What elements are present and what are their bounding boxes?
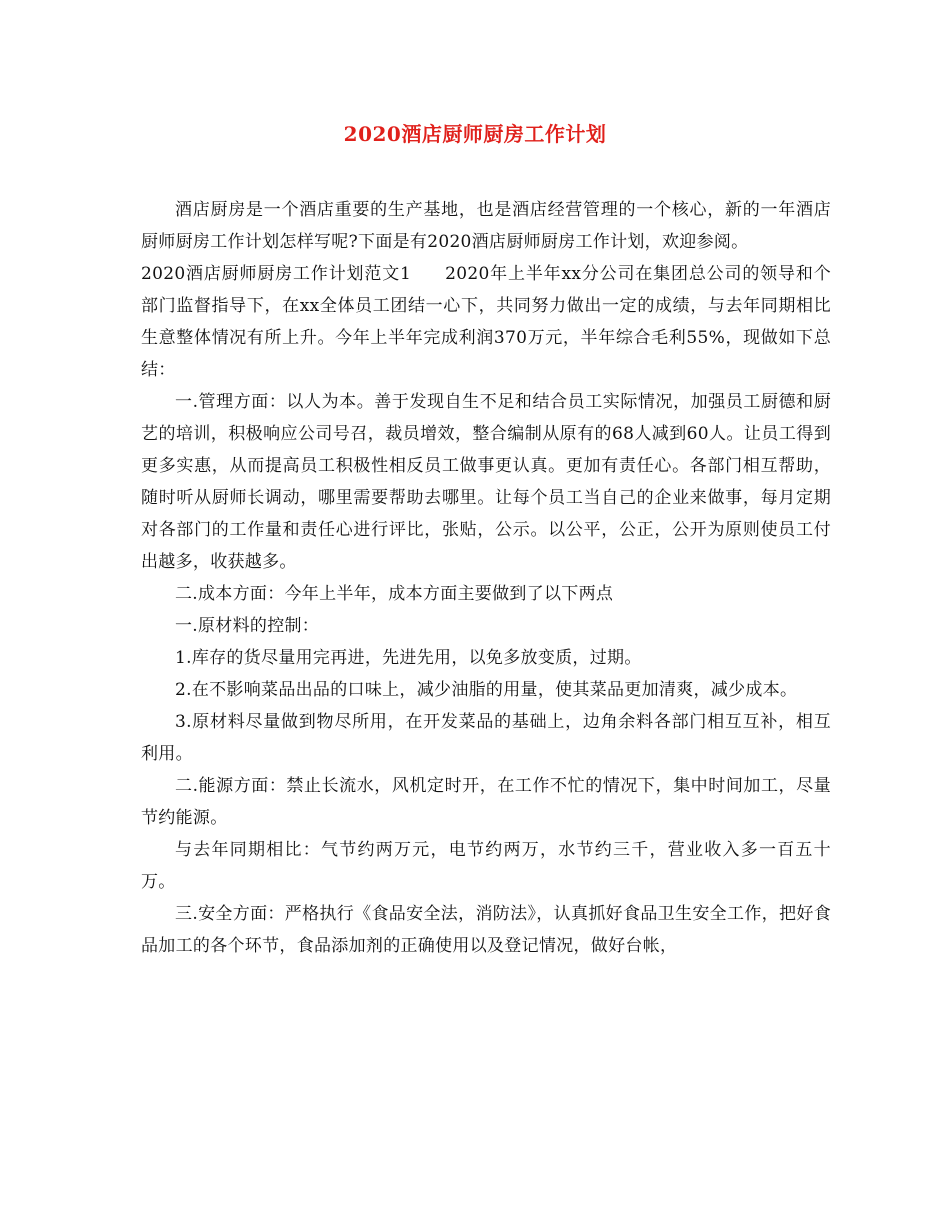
document-title: 2020酒店厨师厨房工作计划 (343, 122, 607, 146)
body-paragraph: 与去年同期相比：气节约两万元，电节约两万，水节约三千，营业收入多一百五十万。 (141, 840, 831, 892)
section-heading: 2020酒店厨师厨房工作计划范文1 (141, 264, 412, 284)
body-paragraph: 一.原材料的控制： (175, 616, 320, 636)
body-paragraph: 2.在不影响菜品出品的口味上，减少油脂的用量，使其菜品更加清爽，减少成本。 (175, 680, 798, 700)
body-paragraph: 1.库存的货尽量用完再进，先进先用，以免多放变质，过期。 (175, 648, 642, 668)
body-paragraph: 二.能源方面：禁止长流水，风机定时开，在工作不忙的情况下，集中时间加工，尽量节约能源。 (141, 776, 831, 828)
document-body (141, 194, 831, 962)
body-paragraph: 二.成本方面：今年上半年，成本方面主要做到了以下两点 (175, 584, 614, 604)
body-paragraph: 三.安全方面：严格执行《食品安全法，消防法》，认真抓好食品卫生安全工作，把好食品加工的各个环节，食品添加剂的正确使用以及登记情况，做好台帐， (141, 904, 831, 956)
section-lead: 2020年上半年xx分公司在集团总公司的领导和个部门监督指导下，在xx全体员工团结一心下，共同努力做出一定的成绩，与去年同期相比生意整体情况有所上升。今年上半年完成利润370万元，半年综合毛利55%，现做如下总结： (141, 264, 831, 380)
intro-paragraph: 酒店厨房是一个酒店重要的生产基地，也是酒店经营管理的一个核心，新的一年酒店厨师厨房工作计划怎样写呢?下面是有2020酒店厨师厨房工作计划，欢迎参阅。 (141, 200, 831, 252)
body-paragraph: 一.管理方面：以人为本。善于发现自生不足和结合员工实际情况，加强员工厨德和厨艺的培训，积极响应公司号召，裁员增效，整合编制从原有的68人减到60人。让员工得到更多实惠，从而提高员工积极性相反员工做事更认真。更加有责任心。各部门相互帮助，随时听从厨师长调动，哪里需要帮助去哪里。让每个员工当自己的企业来做事，每月定期对各部门的工作量和责任心进行评比，张贴，公示。以公平，公正，公开为原则使员工付出越多，收获越多。 (141, 392, 831, 572)
section-paragraph (141, 258, 831, 386)
body-paragraph: 3.原材料尽量做到物尽所用，在开发菜品的基础上，边角余料各部门相互互补，相互利用。 (141, 712, 831, 764)
